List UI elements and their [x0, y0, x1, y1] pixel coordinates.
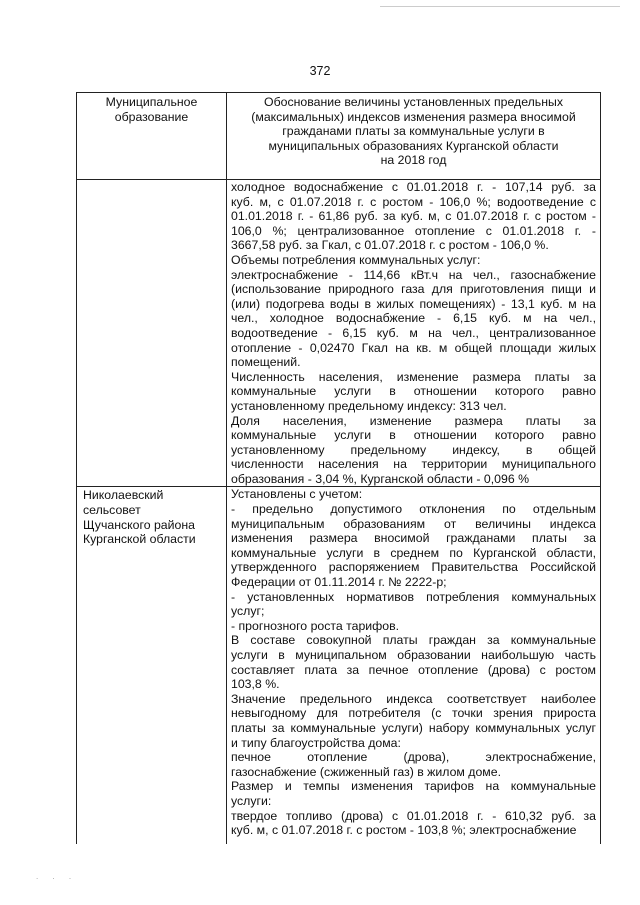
text-line: образования - 3,04 %, Курганской области - 0,096 %	[231, 471, 530, 486]
text-line: и типу благоустройства дома:	[231, 735, 401, 750]
text-line: Размер и темпы изменения тарифов на коммунальные	[231, 779, 596, 794]
text-line: - предельно допустимого отклонения по отдельным	[231, 502, 596, 517]
text-line: отопление - 0,02470 Гкал на кв. м общей площади жилых	[231, 340, 596, 355]
text-line: - прогнозного роста тарифов.	[231, 618, 400, 633]
text-line: (или) подогрева воды в жилых помещениях) - 13,1 куб. м на	[231, 296, 596, 311]
text-line: Установлены с учетом:	[231, 487, 363, 502]
row-municipality-cell	[77, 487, 227, 845]
text-line: установленному предельному индексу, в общей	[231, 442, 596, 457]
text-line: Численность населения, изменение размера платы за	[231, 369, 596, 384]
text-line: 106,0 %; централизованное отопление с 01.01.2018 г. -	[231, 223, 596, 238]
text-line: 3667,58 руб. за Гкал, с 01.07.2018 г. с ростом - 106,0 %.	[231, 238, 549, 253]
text-line: Объемы потребления коммунальных услуг:	[231, 252, 481, 267]
text-line: Щучанского района	[83, 517, 195, 532]
text-line: газоснабжение (сжиженный газ) в жилом доме.	[231, 764, 502, 779]
text-line: численности населения на территории муниципального	[231, 457, 596, 472]
text-line: Федерации от 01.11.2014 г. № 2222-р;	[231, 575, 447, 590]
text-line: Муниципальное	[105, 95, 198, 109]
page-number: 372	[309, 64, 331, 78]
text-line: установленному предельному индексу: 313 чел.	[231, 398, 507, 413]
text-line: составляет плата за печное отопление (дрова) с ростом	[231, 662, 596, 677]
table-header-row	[77, 93, 601, 180]
text-line: Николаевский	[83, 488, 164, 503]
scan-specks: . . .	[36, 872, 78, 881]
text-line: коммунальные услуги в среднем по Курганской области,	[231, 545, 596, 560]
text-line: услуг;	[231, 604, 265, 619]
text-line: утвержденного распоряжением Правительства Российской	[231, 560, 596, 575]
text-line: - установленных нормативов потребления коммунальных	[231, 589, 596, 604]
text-line: 103,8 %.	[231, 677, 280, 692]
text-line: коммунальные услуги в отношении которого равно	[231, 428, 596, 443]
text-line: Значение предельного индекса соответствует наиболее	[231, 691, 596, 706]
text-line: муниципальных образованиях Курганской области	[268, 138, 559, 153]
text-line: образование	[114, 109, 189, 124]
text-line: 01.01.2018 г. - 61,86 руб. за куб. м, с 01.07.2018 г. с ростом -	[231, 209, 596, 224]
header-justification	[227, 93, 601, 180]
text-line: сельсовет	[83, 503, 141, 518]
text-line: Доля населения, изменение размера платы за	[231, 413, 596, 428]
text-line: невыгодному для потребителя (с точки зрения прироста	[231, 706, 596, 721]
text-line: помещений.	[231, 355, 301, 370]
text-line: куб. м, с 01.07.2018 г. с ростом - 103,8 %; электроснабжение	[231, 823, 577, 838]
text-line: электроснабжение - 114,66 кВт.ч на чел., газоснабжение	[231, 267, 596, 282]
text-line: коммунальные услуги в отношении которого равно	[231, 384, 596, 399]
text-line: чел., холодное водоснабжение - 6,15 куб. м на чел.,	[231, 311, 596, 326]
text-line: платы за коммунальные услуги) набору коммунальных услуг	[231, 720, 596, 735]
text-line: изменения размера вносимой гражданами платы за	[231, 531, 596, 546]
table-row	[77, 487, 601, 845]
text-line: В составе совокупной платы граждан за коммунальные	[231, 633, 596, 648]
text-line: муниципальным образованиям от величины индекса	[231, 516, 596, 531]
text-line: водоотведение - 6,15 куб. м на чел., централизованное	[231, 325, 596, 340]
row-municipality-cell	[77, 180, 227, 487]
text-line: Обоснование величины установленных предельных	[264, 95, 563, 109]
text-line: холодное водоснабжение с 01.01.2018 г. - 107,14 руб. за	[231, 180, 596, 194]
row-justification-cell	[227, 487, 601, 845]
header-municipality	[77, 93, 227, 180]
row-justification-cell	[227, 180, 601, 487]
text-line: (максимальных) индексов изменения размера вносимой	[251, 109, 576, 124]
text-line: (использование природного газа для приготовления пищи и	[231, 282, 596, 297]
text-line: куб. м, с 01.07.2018 г. с ростом - 106,0 %; водоотведение с	[231, 194, 596, 209]
text-line: гражданами платы за коммунальные услуги в	[282, 124, 545, 139]
text-line: на 2018 год	[380, 153, 447, 168]
scan-edge-mark	[380, 6, 620, 7]
text-line: услуги в муниципальном образовании наибольшую часть	[231, 648, 596, 662]
table-row	[77, 180, 601, 487]
tariff-justification-table	[76, 92, 601, 844]
text-line: твердое топливо (дрова) с 01.01.2018 г. - 610,32 руб. за	[231, 808, 596, 823]
text-line: Курганской области	[83, 532, 196, 547]
text-line: печное отопление (дрова), электроснабжение,	[231, 750, 596, 765]
text-line: услуги:	[231, 793, 272, 808]
